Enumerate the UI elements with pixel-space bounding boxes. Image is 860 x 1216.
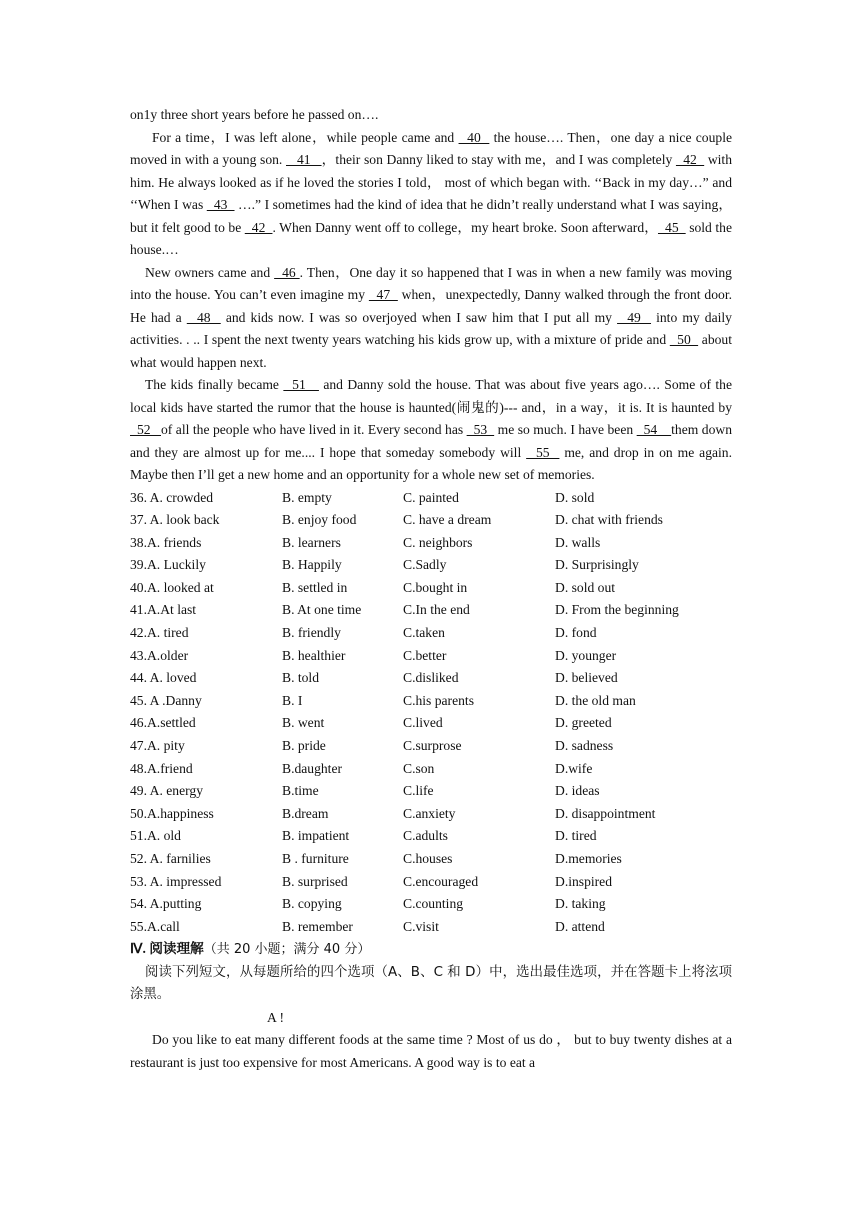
blank-42-second: 42 (244, 219, 273, 235)
option-b: B. empty (282, 489, 332, 505)
text: ，their son Danny liked to stay with me，and I was completely (321, 152, 676, 167)
passage-paragraph-3 (130, 374, 732, 487)
blank-53: 53 (466, 422, 495, 437)
option-d: D. taking (555, 896, 606, 912)
option-c: C.son (403, 760, 435, 776)
option-d: D. walls (555, 534, 601, 550)
option-row (130, 487, 732, 510)
option-b: B. went (282, 715, 325, 731)
option-row (130, 735, 732, 758)
text: me, and drop in on me again. Maybe then I’ll get a new home and an opportunity for a whole new set of memories. (130, 444, 732, 482)
blank-45: 45 (657, 219, 686, 235)
option-a: 39.A. Luckily (130, 557, 206, 573)
option-a: 46.A.settled (130, 715, 196, 731)
option-d: D. sold (555, 489, 595, 505)
option-row (130, 554, 732, 577)
text: them down and they are almost up for me.... I hope that someday somebody will (130, 422, 733, 460)
option-a: 42.A. tired (130, 625, 189, 641)
option-d: D. ideas (555, 783, 600, 799)
option-a: 51.A. old (130, 828, 181, 844)
option-a: 53. A. impressed (130, 873, 222, 889)
option-row (130, 780, 732, 803)
section-heading (130, 938, 732, 962)
option-row (130, 825, 732, 848)
option-row (130, 645, 732, 668)
option-b: B. learners (282, 534, 341, 550)
option-d: D. believed (555, 670, 618, 686)
option-b: B. surprised (282, 873, 348, 889)
option-b: B. impatient (282, 828, 350, 844)
option-c: C.anxiety (403, 805, 456, 821)
option-b: B. friendly (282, 625, 341, 641)
text: me so much. I have been (494, 422, 637, 437)
option-row (130, 690, 732, 713)
reading-passage-a: Do you like to eat many different foods at the same time ? Most of us do ， but to buy twenty dishes at a restaurant is just too expensive for most Americans. A good way is to eat a (130, 1032, 732, 1070)
option-c: C. neighbors (403, 534, 473, 550)
option-b: B. Happily (282, 557, 342, 573)
option-row (130, 893, 732, 916)
option-b: B. I (282, 692, 303, 708)
text: and kids now. I was so overjoyed when I saw him that I put all my (220, 309, 618, 325)
text: about what would happen next. (130, 332, 732, 370)
option-row (130, 758, 732, 781)
blank-49: 49 (617, 309, 652, 325)
answer-options-table (130, 487, 732, 939)
option-b: B. healthier (282, 647, 346, 663)
passage-a-label: A ! (267, 1009, 284, 1025)
text: the house…. Then，one day a nice couple moved in with a young son. (130, 129, 733, 167)
option-a: 38.A. friends (130, 534, 202, 550)
option-c: C. painted (403, 489, 459, 505)
blank-50: 50 (669, 332, 699, 347)
option-row (130, 532, 732, 555)
option-row (130, 599, 732, 622)
option-a: 49. A. energy (130, 783, 203, 799)
blank-52: 52 (130, 422, 161, 437)
option-d: D. From the beginning (555, 602, 679, 618)
blank-51: 51 (283, 377, 319, 392)
blank-55: 55 (526, 444, 560, 460)
option-d: D. sold out (555, 579, 616, 595)
option-c: C.lived (403, 715, 443, 731)
option-d: D. the old man (555, 692, 636, 708)
option-row (130, 712, 732, 735)
text: For a time，I was left alone，while people came and (152, 129, 459, 145)
option-a: 55.A.call (130, 918, 180, 934)
option-row (130, 622, 732, 645)
option-d: D. younger (555, 647, 617, 663)
option-c: C.taken (403, 625, 445, 641)
option-c: C.counting (403, 896, 464, 912)
option-d: D. fond (555, 625, 597, 641)
option-b: B. enjoy food (282, 512, 357, 528)
option-d: D.memories (555, 851, 622, 866)
blank-54: 54 (636, 422, 672, 437)
option-c: C.life (403, 783, 434, 799)
option-row (130, 803, 732, 826)
option-d: D.inspired (555, 873, 613, 889)
option-c: C.disliked (403, 670, 459, 686)
option-d: D. attend (555, 918, 605, 934)
option-a: 50.A.happiness (130, 805, 214, 821)
option-c: C.better (403, 647, 447, 663)
section-instruction: 阅读下列短文，从每题所给的四个选项（A、B、C 和 D）中，选出最佳选项，并在答题卡上将泫项涂黑。 (130, 964, 732, 1003)
option-d: D. disappointment (555, 805, 656, 821)
option-row (130, 848, 732, 871)
text: when，unexpectedly, Danny walked through the front door. He had a (130, 287, 732, 325)
text: ….” I sometimes had the kind of idea that he didn’t really understand what I was saying，but it felt good to be (130, 197, 733, 235)
section-note: （共 20 小题；满分 40 分） (203, 942, 371, 958)
option-a: 43.A.older (130, 647, 189, 663)
blank-48: 48 (186, 309, 221, 325)
option-row (130, 509, 732, 532)
option-d: D. sadness (555, 738, 614, 754)
option-a: 41.A.At last (130, 602, 197, 618)
option-b: B. pride (282, 738, 326, 754)
blank-40: 40 (458, 129, 490, 145)
text: with him. He always looked as if he loved the stories I told， most of which began with. ‘‘Back in my day…” and ‘‘When I was (130, 152, 732, 212)
passage-line-0: on1y three short years before he passed on…. (130, 107, 379, 122)
option-a: 37. A. look back (130, 512, 220, 528)
text: and Danny sold the house. That was about five years ago…. Some of the local kids have started the rumor that the house is haunted(闹鬼的)--- and，in a way，it is. It is haunted by (130, 377, 732, 415)
option-c: C.In the end (403, 602, 470, 618)
option-d: D. Surprisingly (555, 557, 639, 573)
option-d: D. greeted (555, 715, 612, 731)
option-row (130, 667, 732, 690)
option-c: C.adults (403, 828, 448, 844)
blank-42: 42 (675, 152, 705, 167)
option-a: 52. A. farnilies (130, 851, 211, 866)
option-c: C.houses (403, 851, 453, 866)
text: into my daily activities. . .. I spent the next twenty years watching his kids grow up, with a mixture of pride and (130, 309, 732, 347)
option-a: 48.A.friend (130, 760, 193, 776)
option-row (130, 916, 732, 939)
text: The kids finally became (145, 377, 284, 392)
option-d: D.wife (555, 760, 593, 776)
option-d: D. tired (555, 828, 597, 844)
option-a: 47.A. pity (130, 738, 185, 754)
text: New owners came and (145, 264, 275, 280)
option-b: B. settled in (282, 579, 348, 595)
option-a: 54. A.putting (130, 896, 202, 912)
option-b: B. At one time (282, 602, 362, 618)
option-c: C. have a dream (403, 512, 492, 528)
blank-47: 47 (368, 287, 398, 302)
option-b: B.dream (282, 805, 329, 821)
blank-46: 46 (274, 264, 300, 280)
option-b: B.time (282, 783, 319, 799)
option-b: B. remember (282, 918, 353, 934)
option-c: C.encouraged (403, 873, 479, 889)
option-a: 40.A. looked at (130, 579, 214, 595)
option-b: B.daughter (282, 760, 343, 776)
option-c: C.surprose (403, 738, 462, 754)
option-b: B . furniture (282, 851, 349, 866)
option-a: 44. A. loved (130, 670, 197, 686)
text: . When Danny went off to college，my heart broke. Soon afterward， (272, 219, 658, 235)
option-a: 45. A .Danny (130, 692, 202, 708)
option-row (130, 577, 732, 600)
option-b: B. told (282, 670, 320, 686)
option-row (130, 871, 732, 894)
passage-paragraph-2 (130, 262, 732, 375)
option-c: C.visit (403, 918, 439, 934)
option-c: C.his parents (403, 692, 474, 708)
blank-43: 43 (206, 197, 235, 212)
option-b: B. copying (282, 896, 342, 912)
option-d: D. chat with friends (555, 512, 663, 528)
section-title: Ⅳ. 阅读理解 (130, 941, 204, 957)
option-c: C.bought in (403, 579, 468, 595)
blank-41: 41 (286, 152, 322, 167)
passage-paragraph-1 (130, 127, 732, 262)
exam-page (130, 104, 732, 1074)
option-c: C.Sadly (403, 557, 447, 573)
option-a: 36. A. crowded (130, 489, 214, 505)
text: of all the people who have lived in it. Every second has (161, 422, 467, 437)
text: sold the house.… (130, 219, 732, 257)
text: . Then，One day it so happened that I was in when a new family was moving into the house. You can’t even imagine my (130, 264, 732, 302)
